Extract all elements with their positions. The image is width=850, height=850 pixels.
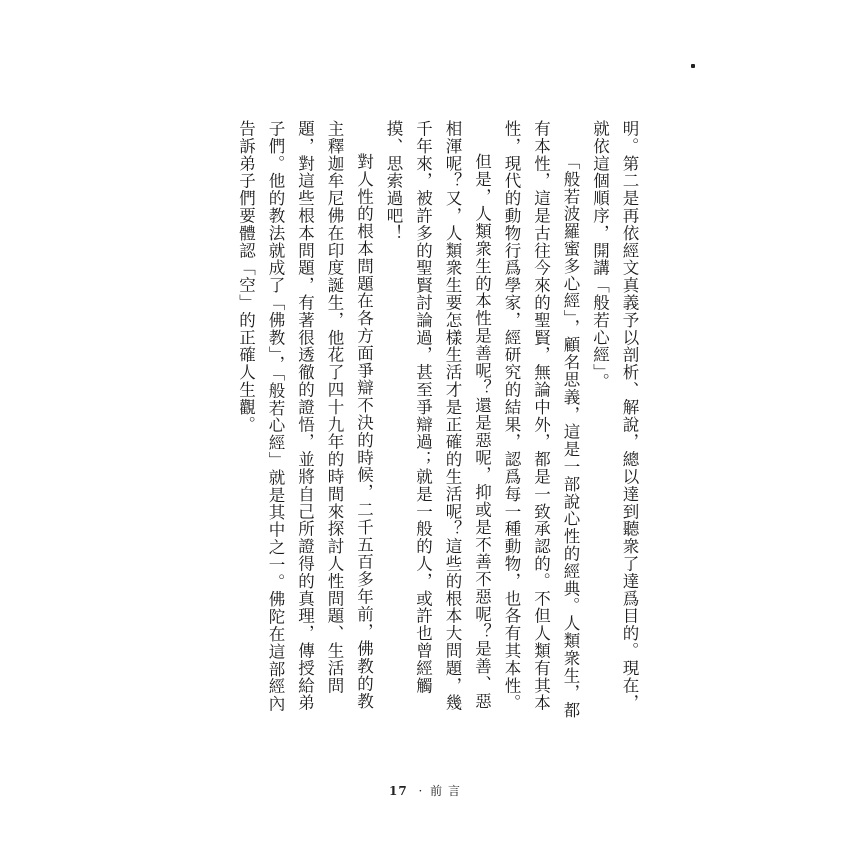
page-number: 17 — [388, 784, 408, 798]
paragraph-heart-sutra-intro: 「般若波羅蜜多心經」，顧名思義，這是一部說心性的經典。人類衆生，都有本性，這是古往今來的聖賢，無論中外，都是一致承認的。不但人類有其本性，現代的動物行爲學家，經研究的結果，認爲每一種動物，也各有其本性。 — [502, 120, 580, 719]
paragraph-buddha-teaching: 對人性的根本問題在各方面爭辯不決的時候，二千五百多年前，佛教的教主釋迦牟尼佛在印度誕生，他花了四十九年的時間來探討人性問題、生活問題，對這些根本問題，有著很透徹的證悟，並將自己所證得的真理，傳授給弟子們。他的教法就成了「佛教」，「般若心經」就是其中之一。佛陀在這部經內告訴弟子們要體認「空」的正確人生觀。 — [236, 120, 374, 713]
page-footer — [0, 782, 850, 799]
section-title: 前 言 — [430, 784, 461, 798]
paragraph-continuation: 明。第二是再依經文真義予以剖析、解說，總以達到聽衆了達爲目的。現在，就依這個順序，開講「般若心經」。 — [590, 120, 639, 712]
footer-separator: · — [418, 784, 424, 798]
vertical-text-body — [231, 120, 644, 720]
paragraph-human-nature-question: 但是，人類衆生的本性是善呢？還是惡呢，抑或是不善不惡呢？是善、惡相渾呢？又，人類衆生要怎樣生活才是正確的生活呢？這些的根本大問題，幾千年來，被許多的聖賢討論過，甚至爭辯過；就是一般的人，或許也曾經觸摸、思索過吧！ — [384, 120, 492, 712]
scan-speck — [691, 64, 695, 68]
